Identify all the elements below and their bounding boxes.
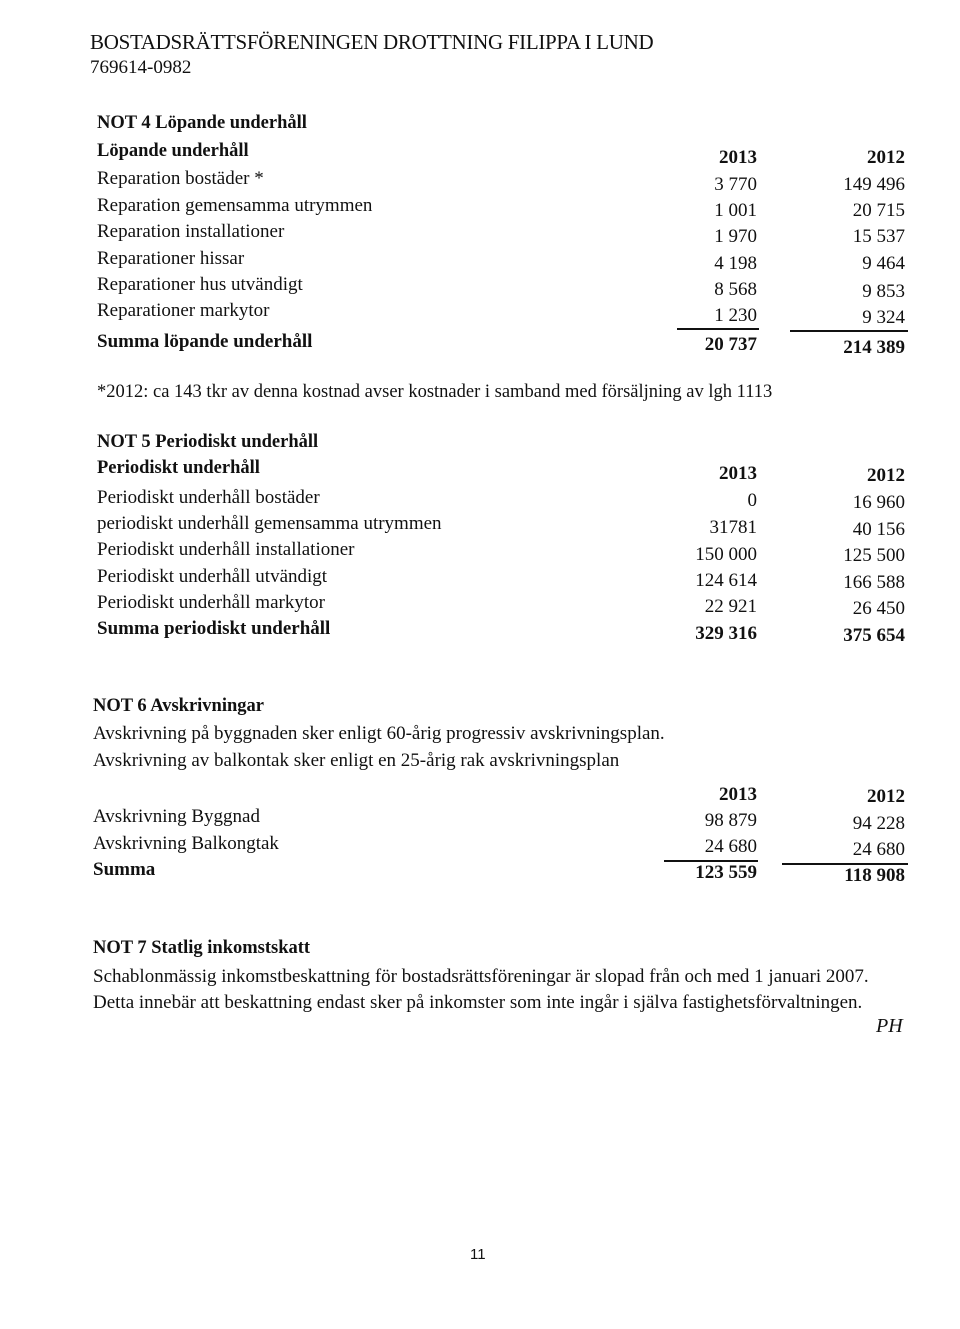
note4-row-2013: 1 230 (714, 305, 757, 326)
note4-sum-rule-2012 (790, 330, 908, 332)
note4-total-2012: 214 389 (843, 337, 905, 358)
note4-row-2013: 3 770 (714, 174, 757, 195)
note6-year-2012: 2012 (867, 786, 905, 807)
note6-title: NOT 6 Avskrivningar (93, 696, 264, 716)
note6-row-label: Avskrivning Balkongtak (93, 833, 279, 854)
note5-row-label: Periodiskt underhåll utvändigt (97, 566, 328, 587)
note7-text-1: Schablonmässig inkomstbeskattning för bostadsrättsföreningar är slopad från och med 1 januari 2007. (93, 966, 869, 987)
note4-row-2012: 9 324 (862, 307, 905, 328)
organization-number: 769614-0982 (90, 57, 192, 78)
note5-row-2013: 22 921 (704, 596, 757, 617)
note4-row-label: Reparationer markytor (97, 300, 270, 321)
note4-row-2013: 1 970 (714, 226, 757, 247)
note4-total-2013: 20 737 (704, 334, 757, 355)
note4-row-label: Reparation gemensamma utrymmen (97, 195, 373, 216)
note5-title: NOT 5 Periodiskt underhåll (97, 432, 319, 452)
note4-row-label: Reparation bostäder * (97, 168, 264, 189)
note4-sum-rule-2013 (677, 328, 759, 330)
note5-row-2013: 124 614 (695, 570, 757, 591)
note6-total-label: Summa (93, 859, 156, 880)
note4-row-label: Reparationer hus utvändigt (97, 274, 303, 295)
note4-row-2013: 1 001 (714, 200, 757, 221)
note5-row-label: periodiskt underhåll gemensamma utrymmen (97, 513, 442, 534)
note6-row-label: Avskrivning Byggnad (93, 806, 260, 827)
handwritten-initials: PH (876, 1015, 903, 1037)
note5-year-2013: 2013 (719, 463, 757, 484)
note4-total-label: Summa löpande underhåll (97, 331, 313, 352)
note5-row-2012: 125 500 (843, 545, 905, 566)
note5-row-2012: 26 450 (852, 598, 905, 619)
note4-year-2013: 2013 (719, 147, 757, 168)
note5-row-2012: 16 960 (852, 492, 905, 513)
note6-row-2013: 24 680 (704, 836, 757, 857)
note7-text-2: Detta innebär att beskattning endast sker på inkomster som inte ingår i själva fastighetsförvaltningen. (93, 992, 863, 1013)
note6-row-2012: 24 680 (852, 839, 905, 860)
note4-row-2012: 15 537 (852, 226, 905, 247)
note6-year-2013: 2013 (719, 784, 757, 805)
note4-title: NOT 4 Löpande underhåll (97, 113, 307, 133)
note5-row-2013: 150 000 (695, 544, 757, 565)
note5-row-2013: 0 (747, 490, 757, 511)
note4-row-label: Reparationer hissar (97, 248, 245, 269)
note5-row-label: Periodiskt underhåll markytor (97, 592, 325, 613)
organization-name: BOSTADSRÄTTSFÖRENINGEN DROTTNING FILIPPA I LUND (90, 30, 654, 54)
note6-row-2012: 94 228 (852, 813, 905, 834)
note7-title: NOT 7 Statlig inkomstskatt (93, 938, 311, 958)
note4-year-2012: 2012 (867, 147, 905, 168)
note5-total-label: Summa periodiskt underhåll (97, 618, 331, 639)
note6-row-2013: 98 879 (704, 810, 757, 831)
note6-text-2: Avskrivning av balkontak sker enligt en 25-årig rak avskrivningsplan (93, 750, 620, 771)
note5-total-2013: 329 316 (695, 623, 757, 644)
note6-total-2012: 118 908 (844, 865, 905, 886)
note5-subtitle: Periodiskt underhåll (97, 458, 260, 478)
note6-text-1: Avskrivning på byggnaden sker enligt 60-årig progressiv avskrivningsplan. (93, 723, 665, 744)
note4-row-2013: 4 198 (714, 253, 757, 274)
note6-total-2013: 123 559 (695, 862, 757, 883)
note5-row-2012: 40 156 (852, 519, 905, 540)
note4-row-2013: 8 568 (714, 279, 757, 300)
note5-year-2012: 2012 (867, 465, 905, 486)
page-number: 11 (470, 1246, 486, 1263)
note5-total-2012: 375 654 (843, 625, 905, 646)
note5-row-label: Periodiskt underhåll bostäder (97, 487, 320, 508)
note5-row-2012: 166 588 (843, 572, 905, 593)
note4-row-2012: 20 715 (852, 200, 905, 221)
note5-row-label: Periodiskt underhåll installationer (97, 539, 355, 560)
note4-footnote: *2012: ca 143 tkr av denna kostnad avser kostnader i samband med försäljning av lgh 1113 (97, 382, 773, 402)
note4-subtitle: Löpande underhåll (97, 141, 249, 161)
note5-row-2013: 31781 (709, 517, 757, 538)
note4-row-2012: 149 496 (843, 174, 905, 195)
note4-row-2012: 9 464 (862, 253, 905, 274)
note4-row-label: Reparation installationer (97, 221, 285, 242)
note4-row-2012: 9 853 (862, 281, 905, 302)
